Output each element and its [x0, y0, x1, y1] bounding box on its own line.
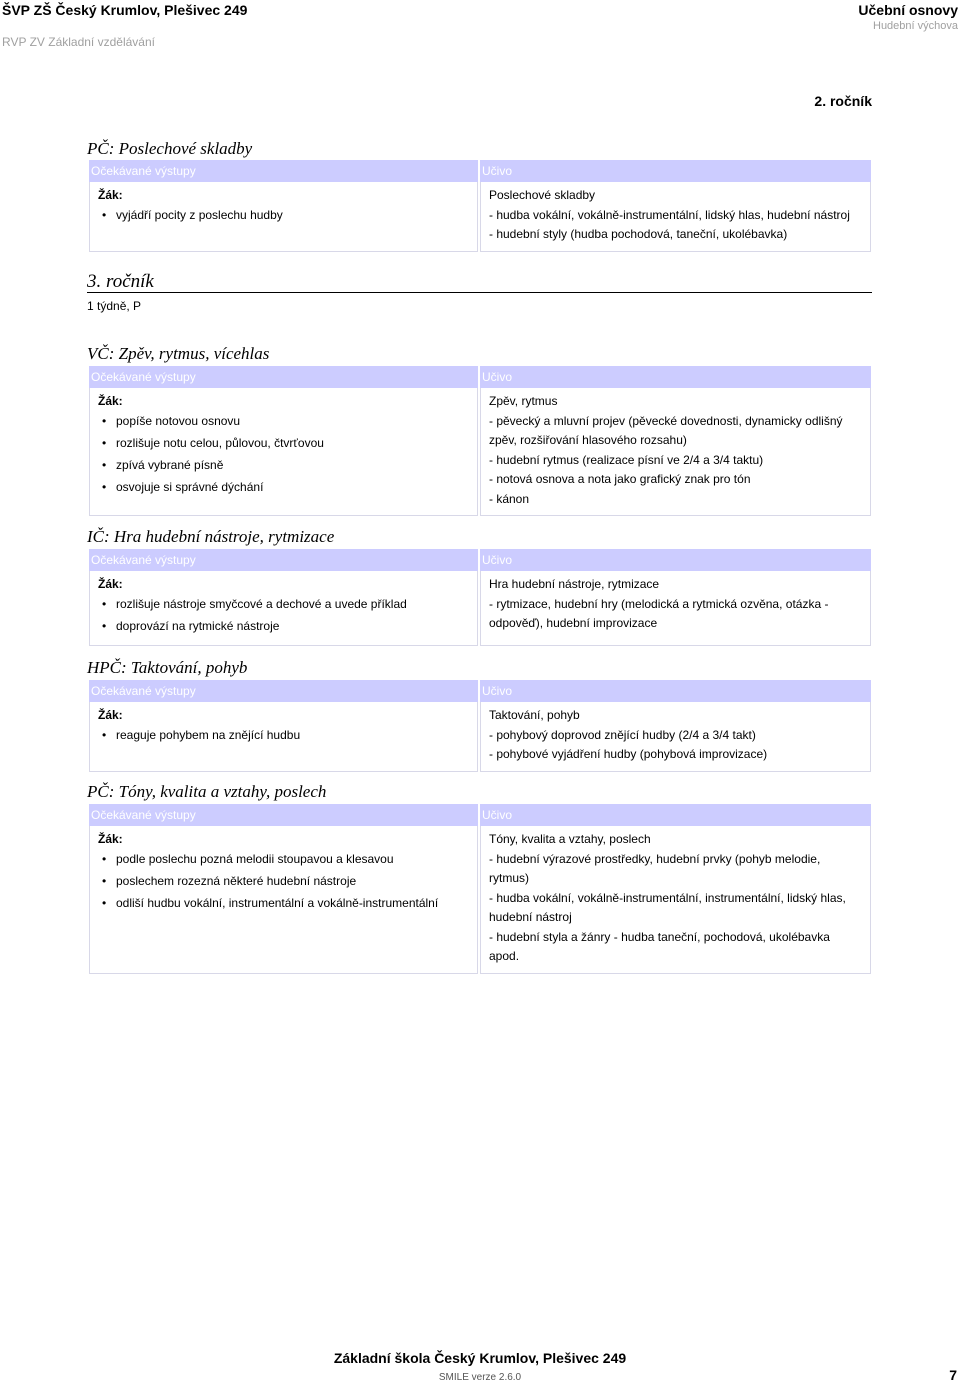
ucivo-line: Zpěv, rytmus	[489, 394, 558, 408]
outcomes-header: Očekávané výstupy	[89, 804, 478, 826]
ucivo-line: - hudební rytmus (realizace písní ve 2/4 a 3/4 taktu)	[489, 452, 764, 467]
rvp-label: RVP ZV Základní vzdělávání	[2, 35, 155, 49]
outcomes-list	[98, 206, 469, 224]
ucivo-cell	[480, 826, 871, 974]
section-table	[87, 804, 873, 974]
outcome-item: • zpívá vybrané písně	[116, 456, 469, 474]
grade-3-heading: 3. ročník	[87, 272, 872, 293]
grade-3-hours: 1 týdně, P	[87, 299, 142, 313]
footer-school: Základní škola Český Krumlov, Plešivec 249	[333, 1350, 627, 1366]
ucivo-line: Taktování, pohyb	[489, 708, 580, 722]
outcomes-list	[98, 850, 469, 912]
ucivo-line: apod.	[489, 949, 520, 963]
outcomes-cell	[89, 702, 478, 772]
ucivo-header: Učivo	[480, 804, 871, 826]
ucivo-cell	[480, 571, 871, 646]
grade-2-label: 2. ročník	[814, 93, 872, 109]
outcomes-cell	[89, 826, 478, 974]
ucivo-line: Tóny, kvalita a vztahy, poslech	[489, 832, 651, 846]
footer-version: SMILE verze 2.6.0	[438, 1372, 522, 1383]
ucivo-line: Poslechové skladby	[489, 188, 596, 202]
ucivo-line: - pěvecký a mluvní projev (pěvecké dovednosti, dynamicky odlišný	[489, 413, 843, 428]
section-table	[87, 680, 873, 772]
outcomes-cell	[89, 571, 478, 646]
school-header: ŠVP ZŠ Český Krumlov, Plešivec 249	[2, 2, 248, 18]
ucivo-line: rytmus)	[489, 871, 529, 885]
grade-3-block	[87, 272, 872, 313]
outcomes-cell	[89, 388, 478, 516]
section-title: VČ: Zpěv, rytmus, vícehlas	[87, 344, 270, 363]
zak-label: Žák:	[98, 577, 123, 591]
ucivo-cell	[480, 388, 871, 516]
outcomes-list	[98, 412, 469, 496]
ucivo-header: Učivo	[480, 366, 871, 388]
ucivo-line: - kánon	[489, 491, 530, 506]
outcome-item: • rozlišuje notu celou, půlovou, čtvrťovou	[116, 434, 469, 452]
section-table	[87, 549, 873, 646]
outcome-item: • podle poslechu pozná melodii stoupavou a klesavou	[116, 850, 469, 868]
subject-name: Hudební výchova	[873, 20, 958, 32]
ucivo-line: - rytmizace, hudební hry (melodická a rytmická ozvěna, otázka -	[489, 596, 829, 611]
section-table	[87, 160, 873, 252]
outcomes-list	[98, 595, 469, 635]
header-right	[858, 2, 958, 32]
ucivo-line: - hudební výrazové prostředky, hudební prvky (pohyb melodie,	[489, 851, 821, 866]
section-title: HPČ: Taktování, pohyb	[87, 658, 248, 677]
ucivo-line: Hra hudební nástroje, rytmizace	[489, 577, 660, 591]
ucivo-line: odpověď), hudební improvizace	[489, 616, 658, 630]
outcomes-header: Očekávané výstupy	[89, 680, 478, 702]
ucivo-line: - hudební styla a žánry - hudba taneční, pochodová, ukolébavka	[489, 929, 830, 944]
section-table	[87, 366, 873, 516]
zak-label: Žák:	[98, 188, 123, 202]
zak-label: Žák:	[98, 708, 123, 722]
ucivo-line: - pohybové vyjádření hudby (pohybová improvizace)	[489, 747, 768, 761]
zak-label: Žák:	[98, 394, 123, 408]
outcome-item: • vyjádří pocity z poslechu hudby	[116, 206, 469, 224]
ucivo-cell	[480, 182, 871, 252]
ucivo-line: hudební nástroj	[489, 910, 572, 924]
outcome-item: • doprovází na rytmické nástroje	[116, 617, 469, 635]
ucivo-header: Učivo	[480, 549, 871, 571]
document-title: Učební osnovy	[858, 2, 958, 18]
ucivo-line: - hudba vokální, vokálně-instrumentální, lidský hlas, hudební nástroj	[489, 207, 850, 222]
ucivo-cell	[480, 702, 871, 772]
outcomes-header: Očekávané výstupy	[89, 366, 478, 388]
ucivo-line: - pohybový doprovod znějící hudby (2/4 a 3/4 takt)	[489, 727, 756, 742]
outcomes-header: Očekávané výstupy	[89, 549, 478, 571]
outcome-item: • poslechem rozezná některé hudební nástroje	[116, 872, 469, 890]
ucivo-line: - hudba vokální, vokálně-instrumentální, instrumentální, lidský hlas,	[489, 890, 846, 905]
ucivo-line: - notová osnova a nota jako grafický znak pro tón	[489, 472, 751, 486]
outcome-item: • popíše notovou osnovu	[116, 412, 469, 430]
ucivo-line: - hudební styly (hudba pochodová, taneční, ukolébavka)	[489, 227, 788, 241]
page-number: 7	[949, 1367, 957, 1383]
zak-label: Žák:	[98, 832, 123, 846]
outcome-item: • reaguje pohybem na znějící hudbu	[116, 726, 469, 744]
outcome-item: • osvojuje si správné dýchání	[116, 478, 469, 496]
ucivo-line: zpěv, rozšiřování hlasového rozsahu)	[489, 433, 687, 447]
outcomes-list	[98, 726, 469, 744]
section-title: IČ: Hra hudební nástroje, rytmizace	[87, 527, 335, 546]
section-title: PČ: Poslechové skladby	[87, 139, 253, 158]
outcomes-header: Očekávané výstupy	[89, 160, 478, 182]
section-title: PČ: Tóny, kvalita a vztahy, poslech	[87, 782, 327, 801]
outcome-item: • odliší hudbu vokální, instrumentální a vokálně-instrumentální	[116, 894, 469, 912]
outcomes-cell	[89, 182, 478, 252]
ucivo-header: Učivo	[480, 680, 871, 702]
outcome-item: • rozlišuje nástroje smyčcové a dechové a uvede příklad	[116, 595, 469, 613]
ucivo-header: Učivo	[480, 160, 871, 182]
